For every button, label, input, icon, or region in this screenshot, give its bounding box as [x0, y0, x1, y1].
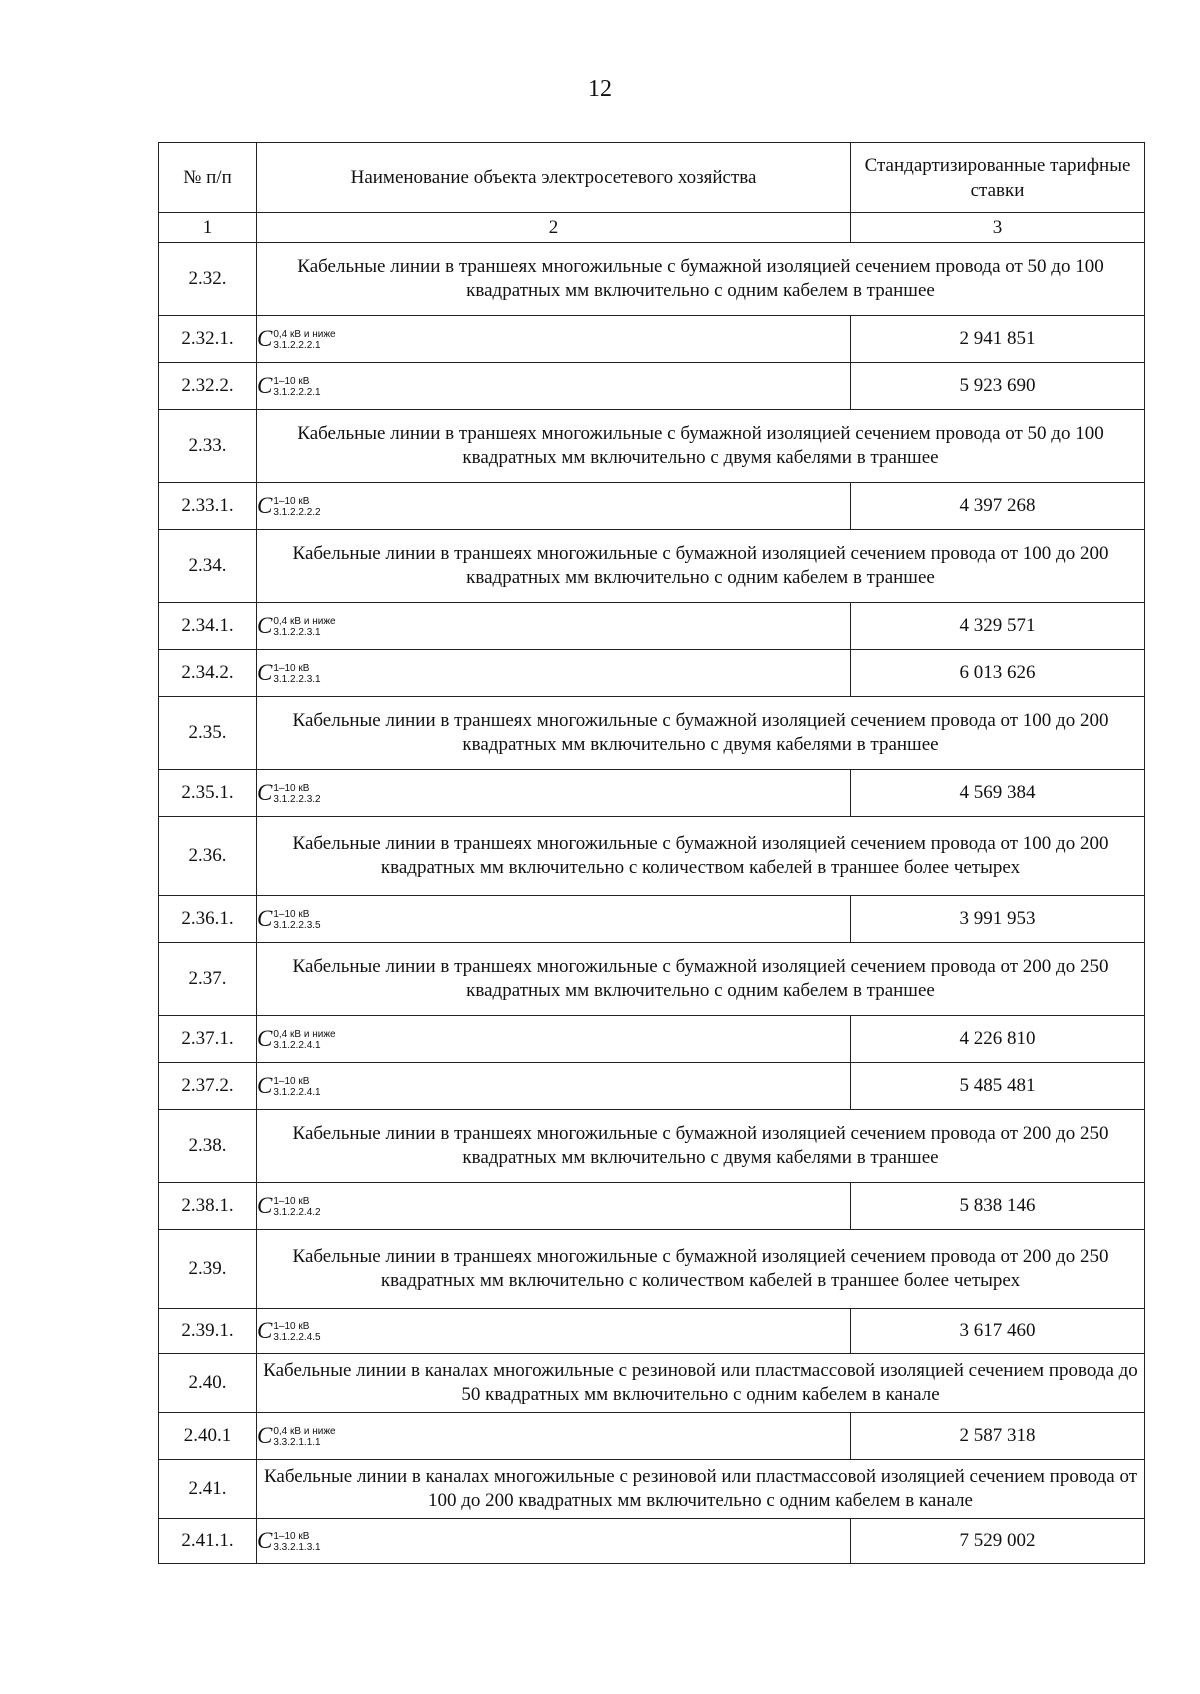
rate-symbol — [257, 1529, 325, 1554]
row-number: 2.33.1. — [159, 483, 257, 530]
voltage-superscript: 1–10 кВ — [273, 663, 310, 675]
group-description: Кабельные линии в траншеях многожильные с бумажной изоляцией сечением провода от 200 до 250 квадратных мм включительно с количеством кабелей в траншее более четырех — [257, 1230, 1145, 1309]
group-row — [159, 1460, 1145, 1519]
rate-symbol-indices — [273, 616, 335, 638]
rate-row — [159, 1183, 1145, 1230]
rate-formula — [257, 316, 851, 363]
group-row — [159, 1110, 1145, 1183]
rate-symbol-letter: C — [257, 1025, 273, 1051]
rate-row — [159, 770, 1145, 817]
rate-row — [159, 1016, 1145, 1063]
row-number: 2.32. — [159, 243, 257, 316]
tariff-table — [158, 142, 1145, 1564]
row-number: 2.33. — [159, 410, 257, 483]
rate-symbol — [257, 1074, 325, 1099]
group-description: Кабельные линии в траншеях многожильные с бумажной изоляцией сечением провода от 200 до 250 квадратных мм включительно с двумя кабелями в траншее — [257, 1110, 1145, 1183]
tariff-value: 3 991 953 — [851, 896, 1145, 943]
row-number: 2.37.2. — [159, 1063, 257, 1110]
rate-symbol-letter: C — [257, 779, 273, 805]
row-number: 2.34.1. — [159, 603, 257, 650]
tariff-value: 4 329 571 — [851, 603, 1145, 650]
tariff-value: 5 923 690 — [851, 363, 1145, 410]
rate-symbol — [257, 907, 325, 932]
rate-symbol-indices — [273, 663, 320, 685]
rate-symbol-indices — [273, 783, 320, 805]
row-number: 2.41. — [159, 1460, 257, 1519]
voltage-superscript: 0,4 кВ и ниже — [273, 616, 336, 628]
row-number: 2.40.1 — [159, 1413, 257, 1460]
column-number: 1 — [159, 213, 257, 243]
code-subscript: 3.1.2.2.2.1 — [273, 387, 321, 399]
rate-symbol — [257, 374, 325, 399]
rate-formula — [257, 896, 851, 943]
rate-symbol — [257, 1319, 325, 1344]
rate-symbol — [257, 1194, 325, 1219]
rate-formula — [257, 1309, 851, 1354]
voltage-superscript: 0,4 кВ и ниже — [273, 1426, 336, 1438]
rate-formula — [257, 1016, 851, 1063]
rate-formula — [257, 650, 851, 697]
rate-formula — [257, 1413, 851, 1460]
rate-row — [159, 1063, 1145, 1110]
group-description: Кабельные линии в траншеях многожильные с бумажной изоляцией сечением провода от 100 до 200 квадратных мм включительно с количеством кабелей в траншее более четырех — [257, 817, 1145, 896]
header-object-name: Наименование объекта электросетевого хозяйства — [257, 143, 851, 213]
code-subscript: 3.1.2.2.4.5 — [273, 1332, 321, 1344]
row-number: 2.41.1. — [159, 1519, 257, 1564]
group-row — [159, 243, 1145, 316]
code-subscript: 3.1.2.2.4.1 — [273, 1040, 321, 1052]
rate-symbol-letter: C — [257, 612, 273, 638]
rate-symbol — [257, 327, 340, 352]
rate-formula — [257, 770, 851, 817]
column-number: 2 — [257, 213, 851, 243]
group-description: Кабельные линии в траншеях многожильные с бумажной изоляцией сечением провода от 50 до 100 квадратных мм включительно с одним кабелем в траншее — [257, 243, 1145, 316]
group-row — [159, 817, 1145, 896]
rate-formula — [257, 1063, 851, 1110]
group-row — [159, 410, 1145, 483]
rate-symbol-indices — [273, 1531, 320, 1553]
rate-row — [159, 483, 1145, 530]
row-number: 2.39.1. — [159, 1309, 257, 1354]
voltage-superscript: 1–10 кВ — [273, 376, 310, 388]
rate-symbol-letter: C — [257, 1072, 273, 1098]
rate-symbol — [257, 1424, 340, 1449]
voltage-superscript: 1–10 кВ — [273, 1196, 310, 1208]
row-number: 2.32.1. — [159, 316, 257, 363]
row-number: 2.35. — [159, 697, 257, 770]
row-number: 2.37. — [159, 943, 257, 1016]
rate-symbol-indices — [273, 376, 320, 398]
rate-formula — [257, 1183, 851, 1230]
rate-row — [159, 1519, 1145, 1564]
rate-row — [159, 603, 1145, 650]
code-subscript: 3.1.2.2.4.1 — [273, 1087, 321, 1099]
rate-symbol-indices — [273, 909, 320, 931]
group-row — [159, 697, 1145, 770]
rate-symbol-letter: C — [257, 325, 273, 351]
code-subscript: 3.1.2.2.2.2 — [273, 507, 321, 519]
group-row — [159, 1230, 1145, 1309]
rate-symbol-indices — [273, 1196, 320, 1218]
table-header-row — [159, 143, 1145, 213]
group-description: Кабельные линии в траншеях многожильные с бумажной изоляцией сечением провода от 100 до 200 квадратных мм включительно с двумя кабелями в траншее — [257, 697, 1145, 770]
rate-formula — [257, 603, 851, 650]
column-number: 3 — [851, 213, 1145, 243]
code-subscript: 3.3.2.1.3.1 — [273, 1542, 321, 1554]
header-number: № п/п — [159, 143, 257, 213]
rate-symbol — [257, 614, 340, 639]
rate-row — [159, 650, 1145, 697]
group-description: Кабельные линии в каналах многожильные с резиновой или пластмассовой изоляцией сечением провода от 100 до 200 квадратных мм включительно с одним кабелем в канале — [257, 1460, 1145, 1519]
rate-symbol — [257, 661, 325, 686]
row-number: 2.34.2. — [159, 650, 257, 697]
row-number: 2.37.1. — [159, 1016, 257, 1063]
rate-formula — [257, 483, 851, 530]
rate-symbol-indices — [273, 329, 335, 351]
table-body — [159, 243, 1145, 1564]
voltage-superscript: 1–10 кВ — [273, 1531, 310, 1543]
rate-symbol-letter: C — [257, 492, 273, 518]
code-subscript: 3.1.2.2.3.5 — [273, 920, 321, 932]
rate-row — [159, 363, 1145, 410]
code-subscript: 3.1.2.2.3.2 — [273, 794, 321, 806]
code-subscript: 3.3.2.1.1.1 — [273, 1437, 321, 1449]
row-number: 2.36. — [159, 817, 257, 896]
rate-symbol-letter: C — [257, 659, 273, 685]
row-number: 2.39. — [159, 1230, 257, 1309]
rate-symbol-indices — [273, 1321, 320, 1343]
group-row — [159, 530, 1145, 603]
rate-symbol-letter: C — [257, 1317, 273, 1343]
voltage-superscript: 1–10 кВ — [273, 909, 310, 921]
rate-symbol-indices — [273, 1029, 335, 1051]
group-description: Кабельные линии в траншеях многожильные с бумажной изоляцией сечением провода от 100 до 200 квадратных мм включительно с одним кабелем в траншее — [257, 530, 1145, 603]
row-number: 2.32.2. — [159, 363, 257, 410]
voltage-superscript: 1–10 кВ — [273, 783, 310, 795]
group-row — [159, 1354, 1145, 1413]
rate-row — [159, 1309, 1145, 1354]
tariff-value: 4 226 810 — [851, 1016, 1145, 1063]
row-number: 2.36.1. — [159, 896, 257, 943]
rate-formula — [257, 1519, 851, 1564]
tariff-value: 4 397 268 — [851, 483, 1145, 530]
tariff-value: 2 587 318 — [851, 1413, 1145, 1460]
row-number: 2.38.1. — [159, 1183, 257, 1230]
rate-formula — [257, 363, 851, 410]
rate-symbol — [257, 1027, 340, 1052]
rate-symbol-letter: C — [257, 905, 273, 931]
code-subscript: 3.1.2.2.3.1 — [273, 674, 321, 686]
column-numbers-row — [159, 213, 1145, 243]
rate-symbol-letter: C — [257, 372, 273, 398]
tariff-value: 4 569 384 — [851, 770, 1145, 817]
code-subscript: 3.1.2.2.3.1 — [273, 627, 321, 639]
group-row — [159, 943, 1145, 1016]
rate-row — [159, 896, 1145, 943]
rate-symbol-indices — [273, 1426, 335, 1448]
voltage-superscript: 1–10 кВ — [273, 1076, 310, 1088]
group-description: Кабельные линии в траншеях многожильные с бумажной изоляцией сечением провода от 200 до 250 квадратных мм включительно с одним кабелем в траншее — [257, 943, 1145, 1016]
tariff-value: 5 838 146 — [851, 1183, 1145, 1230]
rate-row — [159, 1413, 1145, 1460]
voltage-superscript: 1–10 кВ — [273, 496, 310, 508]
rate-symbol-indices — [273, 1076, 320, 1098]
rate-row — [159, 316, 1145, 363]
rate-symbol-indices — [273, 496, 320, 518]
code-subscript: 3.1.2.2.2.1 — [273, 340, 321, 352]
row-number: 2.35.1. — [159, 770, 257, 817]
tariff-value: 5 485 481 — [851, 1063, 1145, 1110]
tariff-value: 3 617 460 — [851, 1309, 1145, 1354]
header-tariff-rates: Стандартизированные тарифные ставки — [851, 143, 1145, 213]
group-description: Кабельные линии в каналах многожильные с резиновой или пластмассовой изоляцией сечением провода до 50 квадратных мм включительно с одним кабелем в канале — [257, 1354, 1145, 1413]
row-number: 2.40. — [159, 1354, 257, 1413]
page-number: 12 — [588, 76, 612, 102]
group-description: Кабельные линии в траншеях многожильные с бумажной изоляцией сечением провода от 50 до 100 квадратных мм включительно с двумя кабелями в траншее — [257, 410, 1145, 483]
voltage-superscript: 0,4 кВ и ниже — [273, 329, 336, 341]
rate-symbol-letter: C — [257, 1192, 273, 1218]
row-number: 2.38. — [159, 1110, 257, 1183]
rate-symbol — [257, 781, 325, 806]
code-subscript: 3.1.2.2.4.2 — [273, 1207, 321, 1219]
voltage-superscript: 1–10 кВ — [273, 1321, 310, 1333]
rate-symbol — [257, 494, 325, 519]
row-number: 2.34. — [159, 530, 257, 603]
voltage-superscript: 0,4 кВ и ниже — [273, 1029, 336, 1041]
tariff-value: 2 941 851 — [851, 316, 1145, 363]
tariff-value: 7 529 002 — [851, 1519, 1145, 1564]
rate-symbol-letter: C — [257, 1527, 273, 1553]
tariff-value: 6 013 626 — [851, 650, 1145, 697]
rate-symbol-letter: C — [257, 1422, 273, 1448]
